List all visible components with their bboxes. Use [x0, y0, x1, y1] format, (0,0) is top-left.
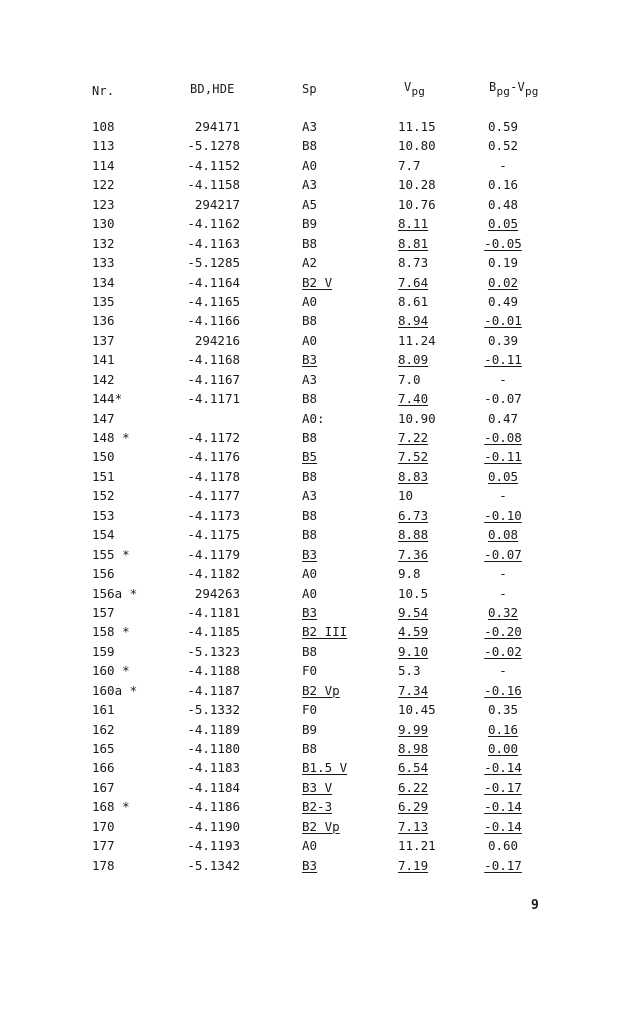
cell-nr: 133: [92, 255, 115, 271]
cell-bd-hde: -4.1167: [187, 371, 240, 387]
cell-sp: B9: [302, 216, 318, 232]
cell-bd-hde: -4.1185: [187, 624, 240, 640]
page-number: 9: [531, 898, 539, 913]
cell-bpg-vpg: -: [499, 585, 507, 601]
cell-bpg-vpg: 0.49: [487, 293, 519, 309]
cell-bpg-vpg: -0.02: [484, 643, 522, 659]
cell-sp: B2-3: [302, 799, 333, 815]
cell-bd-hde: -4.1164: [187, 274, 240, 290]
cell-vpg: 6.22: [398, 779, 429, 795]
cell-vpg: 11.24: [398, 332, 436, 348]
cell-bd-hde: 294171: [194, 119, 240, 134]
table-row: [0, 681, 630, 700]
table-row: [0, 584, 630, 603]
cell-sp: B5: [302, 449, 318, 465]
cell-bd-hde: -4.1187: [187, 682, 240, 698]
cell-bpg-vpg: -0.05: [484, 235, 522, 251]
cell-sp: B3: [302, 546, 318, 562]
header-bv-sub1: pg: [496, 85, 511, 98]
table-row: [0, 428, 630, 447]
cell-bd-hde: -4.1173: [187, 507, 240, 523]
cell-bpg-vpg: -: [499, 663, 507, 679]
cell-vpg: 10.76: [398, 196, 436, 212]
cell-nr: 141: [92, 352, 115, 368]
cell-nr: 167: [92, 779, 115, 795]
cell-bd-hde: -5.1342: [187, 857, 240, 873]
cell-vpg: 8.98: [398, 741, 429, 756]
cell-bd-hde: -4.1171: [187, 391, 240, 407]
cell-nr: 154: [92, 527, 115, 543]
header-bv-dash: -V: [510, 80, 525, 94]
cell-bd-hde: -4.1162: [187, 216, 240, 232]
cell-bd-hde: -4.1188: [187, 663, 240, 679]
cell-nr: 168 *: [92, 799, 130, 815]
cell-bd-hde: -4.1158: [187, 177, 240, 193]
cell-bd-hde: -4.1190: [187, 818, 240, 834]
cell-bd-hde: -4.1172: [187, 430, 240, 445]
table-row: [0, 234, 630, 253]
table-row: [0, 214, 630, 233]
table-row: [0, 506, 630, 525]
cell-bd-hde: -4.1182: [187, 566, 240, 582]
cell-sp: A3: [302, 177, 318, 193]
cell-bpg-vpg: 0.39: [487, 332, 519, 348]
cell-sp: A3: [302, 371, 318, 387]
cell-bd-hde: 294217: [194, 196, 240, 212]
cell-sp: F0: [302, 663, 318, 679]
cell-bpg-vpg: -0.17: [484, 857, 522, 873]
header-vpg-sub: pg: [411, 85, 426, 98]
cell-bd-hde: -4.1179: [187, 546, 240, 562]
cell-nr: 123: [92, 196, 115, 212]
cell-bpg-vpg: 0.19: [487, 255, 519, 271]
table-row: [0, 758, 630, 777]
cell-vpg: 8.09: [398, 352, 429, 368]
cell-vpg: 4.59: [398, 624, 429, 640]
cell-sp: B2 Vp: [302, 682, 340, 698]
cell-vpg: 8.83: [398, 468, 429, 484]
cell-sp: B1.5 V: [302, 760, 348, 776]
cell-bd-hde: -4.1193: [187, 838, 240, 854]
cell-vpg: 5.3: [398, 663, 421, 679]
table-row: [0, 817, 630, 836]
cell-vpg: 10.5: [398, 585, 429, 601]
cell-bpg-vpg: -0.10: [484, 507, 522, 523]
cell-vpg: 9.99: [398, 721, 429, 737]
cell-sp: B3: [302, 604, 318, 620]
cell-vpg: 7.64: [398, 274, 429, 290]
cell-sp: A0: [302, 157, 318, 173]
cell-nr: 142: [92, 371, 115, 387]
cell-sp: B3: [302, 352, 318, 368]
cell-sp: B8: [302, 313, 318, 329]
cell-vpg: 8.61: [398, 293, 429, 309]
cell-bd-hde: -5.1323: [187, 643, 240, 659]
cell-vpg: 8.88: [398, 527, 429, 543]
cell-bpg-vpg: 0.59: [487, 119, 519, 134]
cell-vpg: 7.52: [398, 449, 429, 465]
cell-bpg-vpg: 0.60: [487, 838, 519, 854]
table-row: [0, 467, 630, 486]
cell-nr: 113: [92, 138, 115, 154]
table-row: [0, 486, 630, 505]
cell-bpg-vpg: -: [499, 566, 507, 582]
header-nr: Nr.: [92, 84, 115, 98]
table-row: [0, 622, 630, 641]
table-row: [0, 370, 630, 389]
cell-sp: B8: [302, 643, 318, 659]
header-bv-b: B: [489, 80, 497, 94]
cell-bd-hde: -4.1175: [187, 527, 240, 543]
header-bd-hde: BD,HDE: [190, 82, 235, 96]
cell-bd-hde: -4.1180: [187, 741, 240, 756]
cell-vpg: 7.7: [398, 157, 421, 173]
table-row: [0, 856, 630, 875]
header-bpg-vpg: [489, 80, 539, 98]
cell-sp: B8: [302, 468, 318, 484]
cell-bpg-vpg: 0.05: [487, 216, 519, 232]
table-row: [0, 447, 630, 466]
cell-nr: 136: [92, 313, 115, 329]
cell-bpg-vpg: -0.11: [484, 449, 522, 465]
cell-bpg-vpg: 0.52: [487, 138, 519, 154]
cell-bpg-vpg: 0.05: [487, 468, 519, 484]
table-row: [0, 292, 630, 311]
cell-bpg-vpg: -0.14: [484, 760, 522, 776]
header-vpg-main: V: [404, 80, 412, 94]
cell-nr: 144*: [92, 391, 123, 407]
cell-sp: A0: [302, 838, 318, 854]
table-row: [0, 525, 630, 544]
cell-bpg-vpg: 0.08: [487, 527, 519, 543]
cell-sp: A5: [302, 196, 318, 212]
cell-vpg: 8.94: [398, 313, 429, 329]
cell-vpg: 10.80: [398, 138, 436, 154]
cell-vpg: 7.36: [398, 546, 429, 562]
cell-bpg-vpg: -0.16: [484, 682, 522, 698]
cell-nr: 130: [92, 216, 115, 232]
table-row: [0, 311, 630, 330]
cell-sp: B2 V: [302, 274, 333, 290]
cell-nr: 137: [92, 332, 115, 348]
cell-nr: 162: [92, 721, 115, 737]
cell-vpg: 7.34: [398, 682, 429, 698]
cell-vpg: 10.90: [398, 410, 436, 426]
cell-nr: 122: [92, 177, 115, 193]
header-bv-sub2: pg: [524, 85, 539, 98]
cell-sp: B3: [302, 857, 318, 873]
cell-bpg-vpg: -0.07: [484, 391, 522, 407]
cell-sp: B8: [302, 138, 318, 154]
cell-bd-hde: -4.1152: [187, 157, 240, 173]
table-row: [0, 603, 630, 622]
cell-bpg-vpg: -: [499, 157, 507, 173]
cell-bpg-vpg: 0.16: [487, 177, 519, 193]
table-row: [0, 661, 630, 680]
cell-nr: 160 *: [92, 663, 130, 679]
cell-vpg: 11.15: [398, 119, 436, 134]
cell-vpg: 8.11: [398, 216, 429, 232]
cell-nr: 158 *: [92, 624, 130, 640]
cell-bpg-vpg: -0.17: [484, 779, 522, 795]
cell-sp: A0: [302, 566, 318, 582]
cell-sp: B8: [302, 391, 318, 407]
cell-nr: 159: [92, 643, 115, 659]
cell-sp: A3: [302, 488, 318, 504]
cell-vpg: 11.21: [398, 838, 436, 854]
cell-nr: 178: [92, 857, 115, 873]
cell-vpg: 7.0: [398, 371, 421, 387]
cell-bd-hde: -4.1168: [187, 352, 240, 368]
cell-vpg: 9.8: [398, 566, 421, 582]
cell-nr: 152: [92, 488, 115, 504]
cell-bd-hde: -5.1285: [187, 255, 240, 271]
cell-nr: 157: [92, 604, 115, 620]
cell-nr: 170: [92, 818, 115, 834]
cell-bpg-vpg: 0.32: [487, 604, 519, 620]
header-sp: Sp: [302, 82, 317, 96]
cell-bd-hde: -4.1163: [187, 235, 240, 251]
cell-nr: 155 *: [92, 546, 130, 562]
cell-nr: 148 *: [92, 430, 130, 445]
cell-nr: 147: [92, 410, 115, 426]
cell-vpg: 7.19: [398, 857, 429, 873]
cell-bpg-vpg: -0.11: [484, 352, 522, 368]
cell-bd-hde: -4.1184: [187, 779, 240, 795]
table-row: [0, 253, 630, 272]
table-row: [0, 797, 630, 816]
cell-vpg: 9.54: [398, 604, 429, 620]
cell-bpg-vpg: 0.00: [487, 741, 519, 756]
cell-vpg: 6.29: [398, 799, 429, 815]
cell-nr: 156: [92, 566, 115, 582]
cell-vpg: 6.73: [398, 507, 429, 523]
table-row: [0, 273, 630, 292]
cell-sp: B9: [302, 721, 318, 737]
cell-bd-hde: -5.1278: [187, 138, 240, 154]
table-row: [0, 778, 630, 797]
cell-vpg: 9.10: [398, 643, 429, 659]
cell-bd-hde: -4.1178: [187, 468, 240, 484]
table-row: [0, 136, 630, 155]
cell-bpg-vpg: -0.07: [484, 546, 522, 562]
header-vpg: [404, 80, 425, 98]
cell-nr: 153: [92, 507, 115, 523]
cell-vpg: 8.73: [398, 255, 429, 271]
cell-bpg-vpg: 0.35: [487, 702, 519, 718]
table-row: [0, 331, 630, 350]
cell-sp: B8: [302, 235, 318, 251]
cell-nr: 151: [92, 468, 115, 484]
table-row: [0, 175, 630, 194]
cell-bd-hde: -4.1166: [187, 313, 240, 329]
cell-sp: B8: [302, 507, 318, 523]
data-table: [0, 117, 630, 875]
cell-vpg: 7.40: [398, 391, 429, 407]
cell-sp: A0: [302, 293, 318, 309]
cell-vpg: 10.28: [398, 177, 436, 193]
cell-nr: 161: [92, 702, 115, 718]
cell-nr: 134: [92, 274, 115, 290]
cell-bd-hde: -4.1189: [187, 721, 240, 737]
cell-nr: 132: [92, 235, 115, 251]
table-row: [0, 739, 630, 758]
cell-nr: 150: [92, 449, 115, 465]
cell-sp: A2: [302, 255, 318, 271]
cell-vpg: 7.22: [398, 430, 429, 445]
cell-sp: A0: [302, 332, 318, 348]
cell-bd-hde: -4.1186: [187, 799, 240, 815]
cell-bpg-vpg: -0.14: [484, 799, 522, 815]
cell-bpg-vpg: 0.02: [487, 274, 519, 290]
cell-nr: 166: [92, 760, 115, 776]
cell-nr: 135: [92, 293, 115, 309]
table-row: [0, 389, 630, 408]
cell-nr: 160a *: [92, 682, 138, 698]
table-row: [0, 836, 630, 855]
cell-vpg: 8.81: [398, 235, 429, 251]
cell-bpg-vpg: -0.08: [484, 430, 522, 445]
cell-sp: B2 III: [302, 624, 348, 640]
cell-bd-hde: 294263: [194, 585, 240, 601]
cell-bd-hde: -4.1165: [187, 293, 240, 309]
table-row: [0, 700, 630, 719]
cell-bd-hde: -5.1332: [187, 702, 240, 718]
table-row: [0, 195, 630, 214]
cell-sp: B8: [302, 741, 318, 756]
cell-bd-hde: -4.1176: [187, 449, 240, 465]
cell-nr: 177: [92, 838, 115, 854]
cell-bpg-vpg: 0.16: [487, 721, 519, 737]
cell-bpg-vpg: -0.01: [484, 313, 522, 329]
table-row: [0, 350, 630, 369]
cell-vpg: 10: [398, 488, 414, 504]
table-row: [0, 642, 630, 661]
cell-bpg-vpg: -: [499, 371, 507, 387]
cell-sp: B2 Vp: [302, 818, 340, 834]
cell-bpg-vpg: 0.47: [487, 410, 519, 426]
table-row: [0, 156, 630, 175]
cell-sp: B8: [302, 430, 318, 445]
table-row: [0, 545, 630, 564]
cell-bpg-vpg: -0.14: [484, 818, 522, 834]
table-row: [0, 117, 630, 136]
cell-vpg: 10.45: [398, 702, 436, 718]
cell-nr: 108: [92, 119, 115, 134]
cell-sp: A3: [302, 119, 318, 134]
cell-bpg-vpg: -: [499, 488, 507, 504]
cell-bpg-vpg: 0.48: [487, 196, 519, 212]
cell-nr: 156a *: [92, 585, 138, 601]
cell-sp: F0: [302, 702, 318, 718]
cell-bd-hde: 294216: [194, 332, 240, 348]
table-row: [0, 720, 630, 739]
cell-sp: B8: [302, 527, 318, 543]
cell-nr: 114: [92, 157, 115, 173]
cell-sp: B3 V: [302, 779, 333, 795]
cell-vpg: 6.54: [398, 760, 429, 776]
cell-bd-hde: -4.1181: [187, 604, 240, 620]
cell-nr: 165: [92, 741, 115, 756]
cell-bpg-vpg: -0.20: [484, 624, 522, 640]
cell-sp: A0:: [302, 410, 325, 426]
cell-vpg: 7.13: [398, 818, 429, 834]
cell-sp: A0: [302, 585, 318, 601]
table-row: [0, 564, 630, 583]
cell-bd-hde: -4.1177: [187, 488, 240, 504]
cell-bd-hde: -4.1183: [187, 760, 240, 776]
table-row: [0, 409, 630, 428]
